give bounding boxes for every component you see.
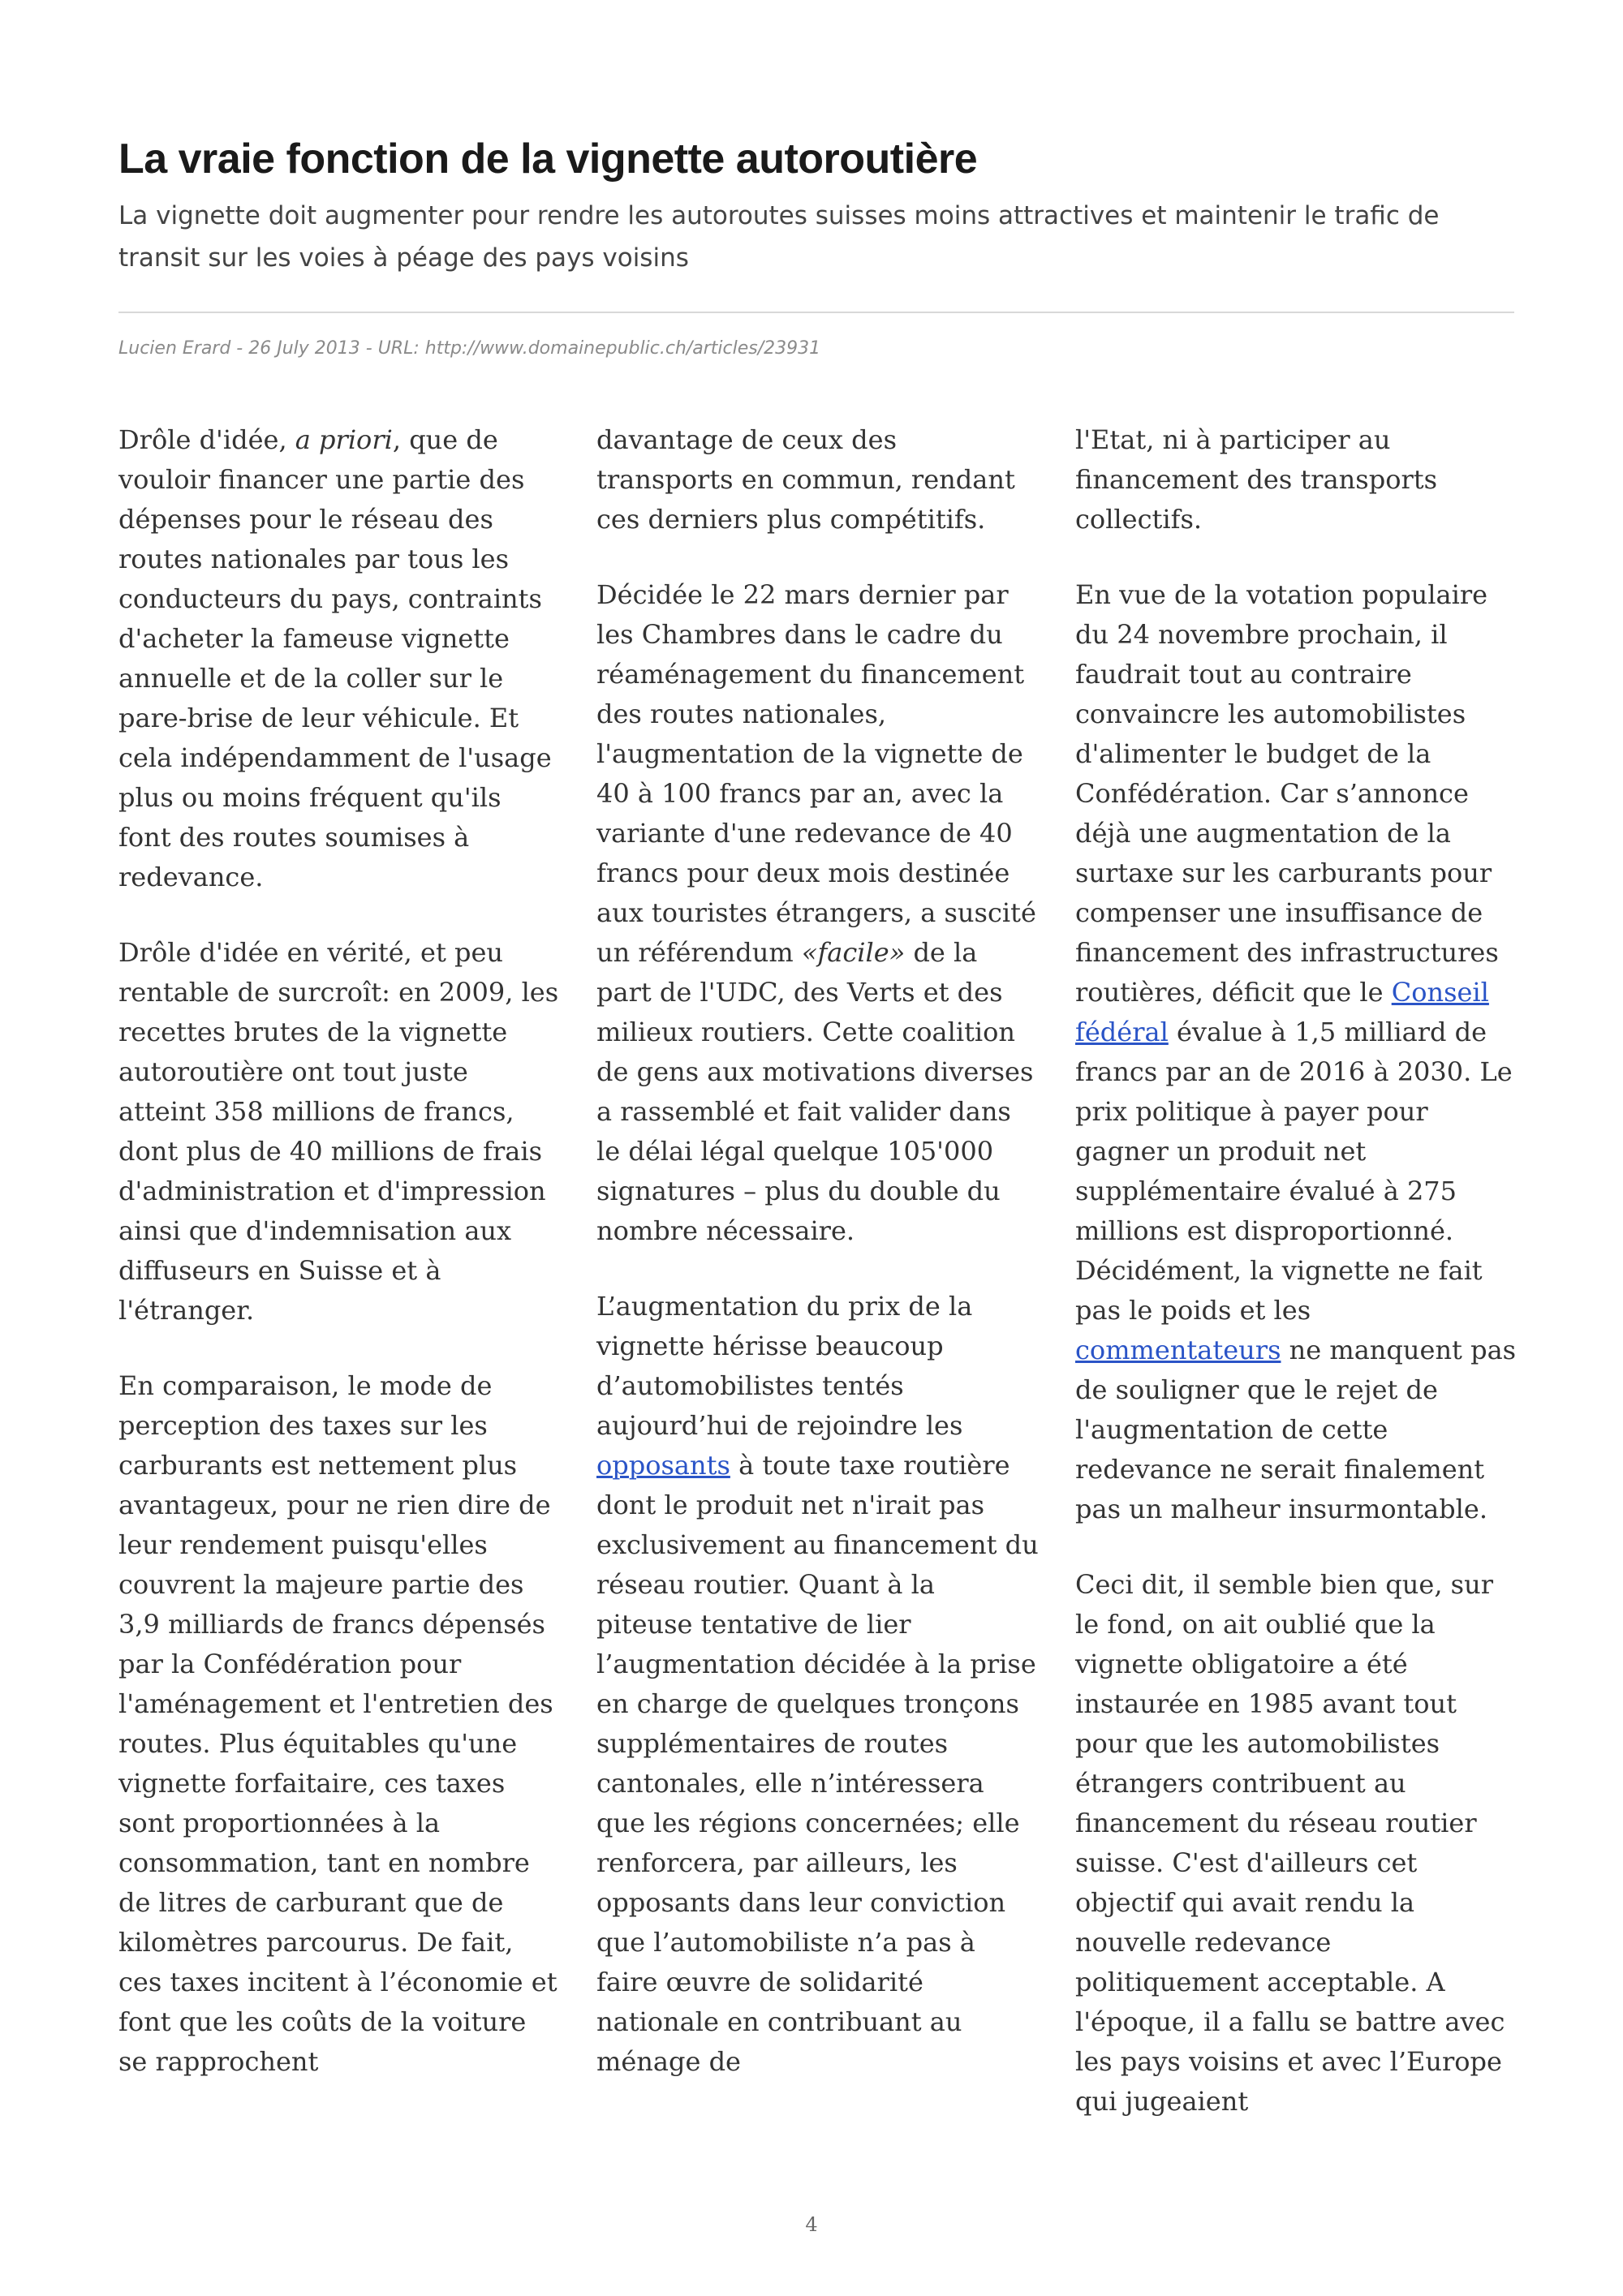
paragraph: En comparaison, le mode de perception des taxes sur les carburants est nettement plus avantageux, pour ne rien dire de leur rendement puisqu'elles couvrent la majeure partie des 3,9 milliards de francs dépensés par la Confédération pour l'aménagement et l'entretien des routes. Plus équitables qu'une vignette forfaitaire, ces taxes sont proportionnées à la consommation, tant en nombre de litres de carburant que de kilomètres parcourus. De fait, ces taxes incitent à l’économie et font que les coûts de la voiture se rapprochent xyxy=(118,1370,558,2077)
text-column-1 xyxy=(118,420,561,2118)
paragraph: Ceci dit, il semble bien que, sur le fond, on ait oublié que la vignette obligatoire a été instaurée en 1985 avant tout pour que les automobilistes étrangers contribuent au financement du réseau routier suisse. C'est d'ailleurs cet objectif qui avait rendu la nouvelle redevance politiquement acceptable. A l'époque, il a fallu se battre avec les pays voisins et avec l’Europe qui jugeaient xyxy=(1075,1569,1505,2117)
paragraph: Drôle d'idée en vérité, et peu rentable de surcroît: en 2009, les recettes brutes de la vignette autoroutière ont tout juste atteint 358 millions de francs, dont plus de 40 millions de frais d'administration et d'impression ainsi que d'indemnisation aux diffuseurs en Suisse et à l'étranger. xyxy=(118,937,559,1326)
paragraph: davantage de ceux des transports en commun, rendant ces derniers plus compétitifs. xyxy=(596,424,1015,535)
paragraph: l'Etat, ni à participer au financement des transports collectifs. xyxy=(1075,424,1438,535)
paragraph-text: Décidée le 22 mars dernier par les Chambres dans le cadre du réaménagement du financement des routes nationales, l'augmentation de la vignette de 40 à 100 francs par an, avec la variante d'une redevance de 40 francs pour deux mois destinée aux touristes étrangers, a suscité un référendum xyxy=(596,579,1036,968)
conseil-federal-link[interactable]: Conseil fédéral xyxy=(1075,977,1489,1047)
commentateurs-link[interactable]: commentateurs xyxy=(1075,1335,1281,1365)
paragraph-text: Drôle d'idée, xyxy=(118,424,295,455)
text-column-3 xyxy=(1075,420,1518,2157)
paragraph-text: de la part de l'UDC, des Verts et des milieux routiers. Cette coalition de gens aux motivations diverses a rassemblé et fait valider dans le délai légal quelque 105'000 signatures – plus du double du nombre nécessaire. xyxy=(596,937,1034,1246)
text-column-2 xyxy=(596,420,1039,2118)
header-divider xyxy=(118,312,1514,313)
opposants-link[interactable]: opposants xyxy=(596,1450,730,1481)
paragraph xyxy=(1075,575,1518,1529)
paragraph-text: , que de vouloir financer une partie des dépenses pour le réseau des routes nationales par tous les conducteurs du pays, contraints d'acheter la fameuse vignette annuelle et de la coller sur le pare-brise de leur véhicule. Et cela indépendamment de l'usage plus ou moins fréquent qu'ils font des routes soumises à redevance. xyxy=(118,424,552,892)
paragraph-text: ne manquent pas de souligner que le rejet de l'augmentation de cette redevance ne serait finalement pas un malheur insurmontable. xyxy=(1075,1335,1517,1524)
paragraph-text: évalue à 1,5 milliard de francs par an de 2016 à 2030. Le prix politique à payer pour gagner un produit net supplémentaire évalué à 275 millions est disproportionné. Décidément, la vignette ne fait pas le poids et les xyxy=(1075,1017,1513,1326)
paragraph xyxy=(118,420,561,897)
paragraph xyxy=(596,1287,1039,2082)
paragraph-text: En vue de la votation populaire du 24 novembre prochain, il faudrait tout au contraire convaincre les automobilistes d'alimenter le budget de la Confédération. Car s’annonce déjà une augmentation de la surtaxe sur les carburants pour compenser une insuffisance de financement des infrastructures routières, déficit que le xyxy=(1075,579,1499,1008)
article-title: La vraie fonction de la vignette autoroutière xyxy=(118,135,978,183)
paragraph-text: à toute taxe routière dont le produit net n'irait pas exclusivement au financement du réseau routier. Quant à la piteuse tentative de lier l’augmentation décidée à la prise en charge de quelques tronçons supplémentaires de routes cantonales, elle n’intéressera que les régions concernées; elle renforcera, par ailleurs, les opposants dans leur conviction que l’automobiliste n’a pas à faire œuvre de solidarité nationale en contribuant au ménage de xyxy=(596,1450,1039,2077)
article-subtitle: La vignette doit augmenter pour rendre les autoroutes suisses moins attractives et maintenir le trafic de transit sur les voies à péage des pays voisins xyxy=(118,201,1440,273)
paragraph-text: L’augmentation du prix de la vignette hérisse beaucoup d’automobilistes tentés aujourd’hui de rejoindre les xyxy=(596,1291,973,1441)
article-byline: Lucien Erard - 26 July 2013 - URL: http://www.domainepublic.ch/articles/23931 xyxy=(118,338,821,359)
emphasis-text: a priori xyxy=(295,424,393,455)
paragraph xyxy=(596,575,1039,1251)
emphasis-text: «facile» xyxy=(801,937,906,968)
page-number: 4 xyxy=(805,2213,818,2236)
